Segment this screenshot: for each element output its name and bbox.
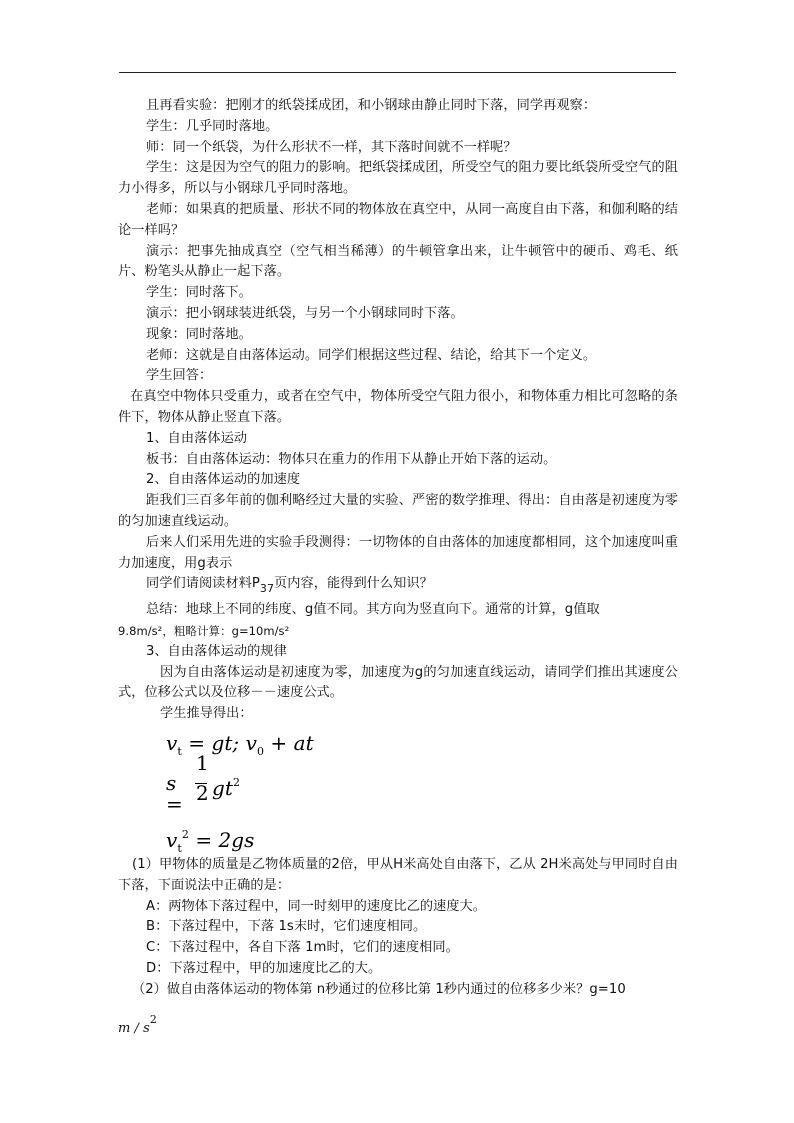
displacement-gt: gt: [212, 775, 233, 800]
paragraph-reading-material: [118, 574, 678, 600]
displacement-lhs: s =: [166, 770, 183, 816]
formula-velocity: [166, 727, 678, 759]
vd-exponent: 2: [181, 827, 189, 841]
question-1: (1）甲物体的质量是乙物体质量的2倍，甲从H米高处自由落下，乙从 2H米高处与甲同时自由下落，下面说法中正确的是：: [118, 856, 678, 893]
header-rule: [119, 72, 676, 73]
option-c: C：下落过程中，各自下落 1m时，它们的速度相同。: [146, 940, 459, 956]
unit-exponent: 2: [149, 1013, 157, 1027]
paragraph-teacher-question-1: 师：同一个纸袋，为什么形状不一样，其下落时间就不一样呢？: [146, 139, 517, 155]
option-a: A：两物体下落过程中，同一时刻甲的速度比乙的速度大。: [146, 898, 487, 914]
paragraph-board-note: 板书：自由落体运动：物体只在重力的作用下从静止开始下落的运动。: [146, 451, 557, 467]
paragraph-demo-1: 演示：把事先抽成真空（空气相当稀薄）的牛顿管拿出来，让牛顿管中的硬币、鸡毛、纸片、粉笔头从静止一起下落。: [118, 243, 678, 280]
paragraph-gravity-acceleration: 后来人们采用先进的实验手段测得：一切物体的自由落体的加速度都相同，这个加速度叫重力加速度，用g表示: [118, 534, 678, 571]
formula-velocity-rhs: + at: [264, 730, 314, 755]
formula-velocity-symbol: v: [166, 730, 178, 755]
formula-velocity-middle: = gt; v: [181, 730, 257, 755]
reading-text-before: 同学们请阅读材料P: [146, 576, 260, 592]
paragraph-teacher-definition: 老师：这就是自由落体运动。同学们根据这些过程、结论，给其下一个定义。: [146, 347, 597, 363]
reading-text-after: 页内容，能得到什么知识？: [274, 576, 433, 592]
paragraph-demo-2: 演示：把小钢球装进纸袋，与另一个小钢球同时下落。: [146, 305, 464, 321]
paragraph-definition-answer: 在真空中物体只受重力，或者在空气中，物体所受空气阻力很小，和物体重力相比可忽略的条件下，物体从静止竖直下落。: [118, 389, 678, 425]
paragraph-student-answer-2: 学生：这是因为空气的阻力的影响。把纸袋揉成团，所受空气的阻力要比纸袋所受空气的阻力小得多，所以与小钢球几乎同时落地。: [118, 160, 678, 197]
paragraph-galileo: 距我们三百多年前的伽利略经过大量的实验、严密的数学推理、得出：自由落是初速度为零的匀加速直线运动。: [118, 493, 678, 529]
formula-velocity-displacement: [166, 815, 678, 855]
vd-symbol: v: [166, 827, 178, 852]
paragraph-experiment: 且再看实验：把刚才的纸袋揉成团，和小钢球由静止同时下落，同学再观察：: [146, 98, 597, 113]
paragraph-g-values: 9.8m/s²，粗略计算：g=10m/s²: [118, 623, 290, 638]
question-2: （2）做自由落体运动的物体第 n秒通过的位移比第 1秒内通过的位移多少米？g=10: [132, 981, 626, 997]
formula-displacement: [166, 750, 678, 816]
page-number-subscript: 37: [259, 582, 275, 596]
displacement-rhs: [212, 773, 240, 799]
displacement-exponent: 2: [232, 775, 241, 789]
section-heading-2: 2、自由落体运动的加速度: [146, 472, 301, 488]
section-heading-3: 3、自由落体运动的规律: [146, 643, 287, 659]
formula-velocity-subscript: t: [177, 744, 182, 758]
paragraph-student-answer-1: 学生：几乎同时落地。: [146, 118, 279, 134]
paragraph-summary: 总结：地球上不同的纬度、g值不同。其方向为竖直向下。通常的计算，g值取: [146, 602, 600, 618]
paragraph-teacher-question-2: 老师：如果真的把质量、形状不同的物体放在真空中，从同一高度自由下落，和伽利略的结论一样吗？: [118, 201, 678, 238]
fraction-denominator: 2: [196, 780, 209, 805]
section-heading-1: 1、自由落体运动: [146, 430, 248, 446]
unit-base: m / s: [118, 1021, 150, 1037]
paragraph-phenomenon: 现象：同时落地。: [146, 326, 252, 342]
vd-rhs: = 2gs: [188, 827, 255, 852]
paragraph-student-reply-label: 学生回答：: [146, 368, 213, 384]
fraction-numerator: 1: [196, 750, 209, 775]
paragraph-student-answer-3: 学生：同时落下。: [146, 285, 252, 301]
vd-subscript: t: [177, 841, 182, 855]
unit-m-per-s2: [118, 1010, 678, 1040]
paragraph-student-derivation: 学生推导得出：: [160, 706, 253, 722]
option-d: D：下落过程中，甲的加速度比乙的大。: [146, 960, 382, 976]
paragraph-derive-formulas: 因为自由落体运动是初速度为零，加速度为g的匀加速直线运动，请同学们推出其速度公式，位移公式以及位移－－速度公式。: [118, 664, 678, 701]
document-body: [118, 96, 678, 1040]
formula-initial-velocity-subscript: 0: [256, 744, 265, 758]
option-b: B：下落过程中，下落 1s末时，它们速度相同。: [146, 919, 427, 935]
